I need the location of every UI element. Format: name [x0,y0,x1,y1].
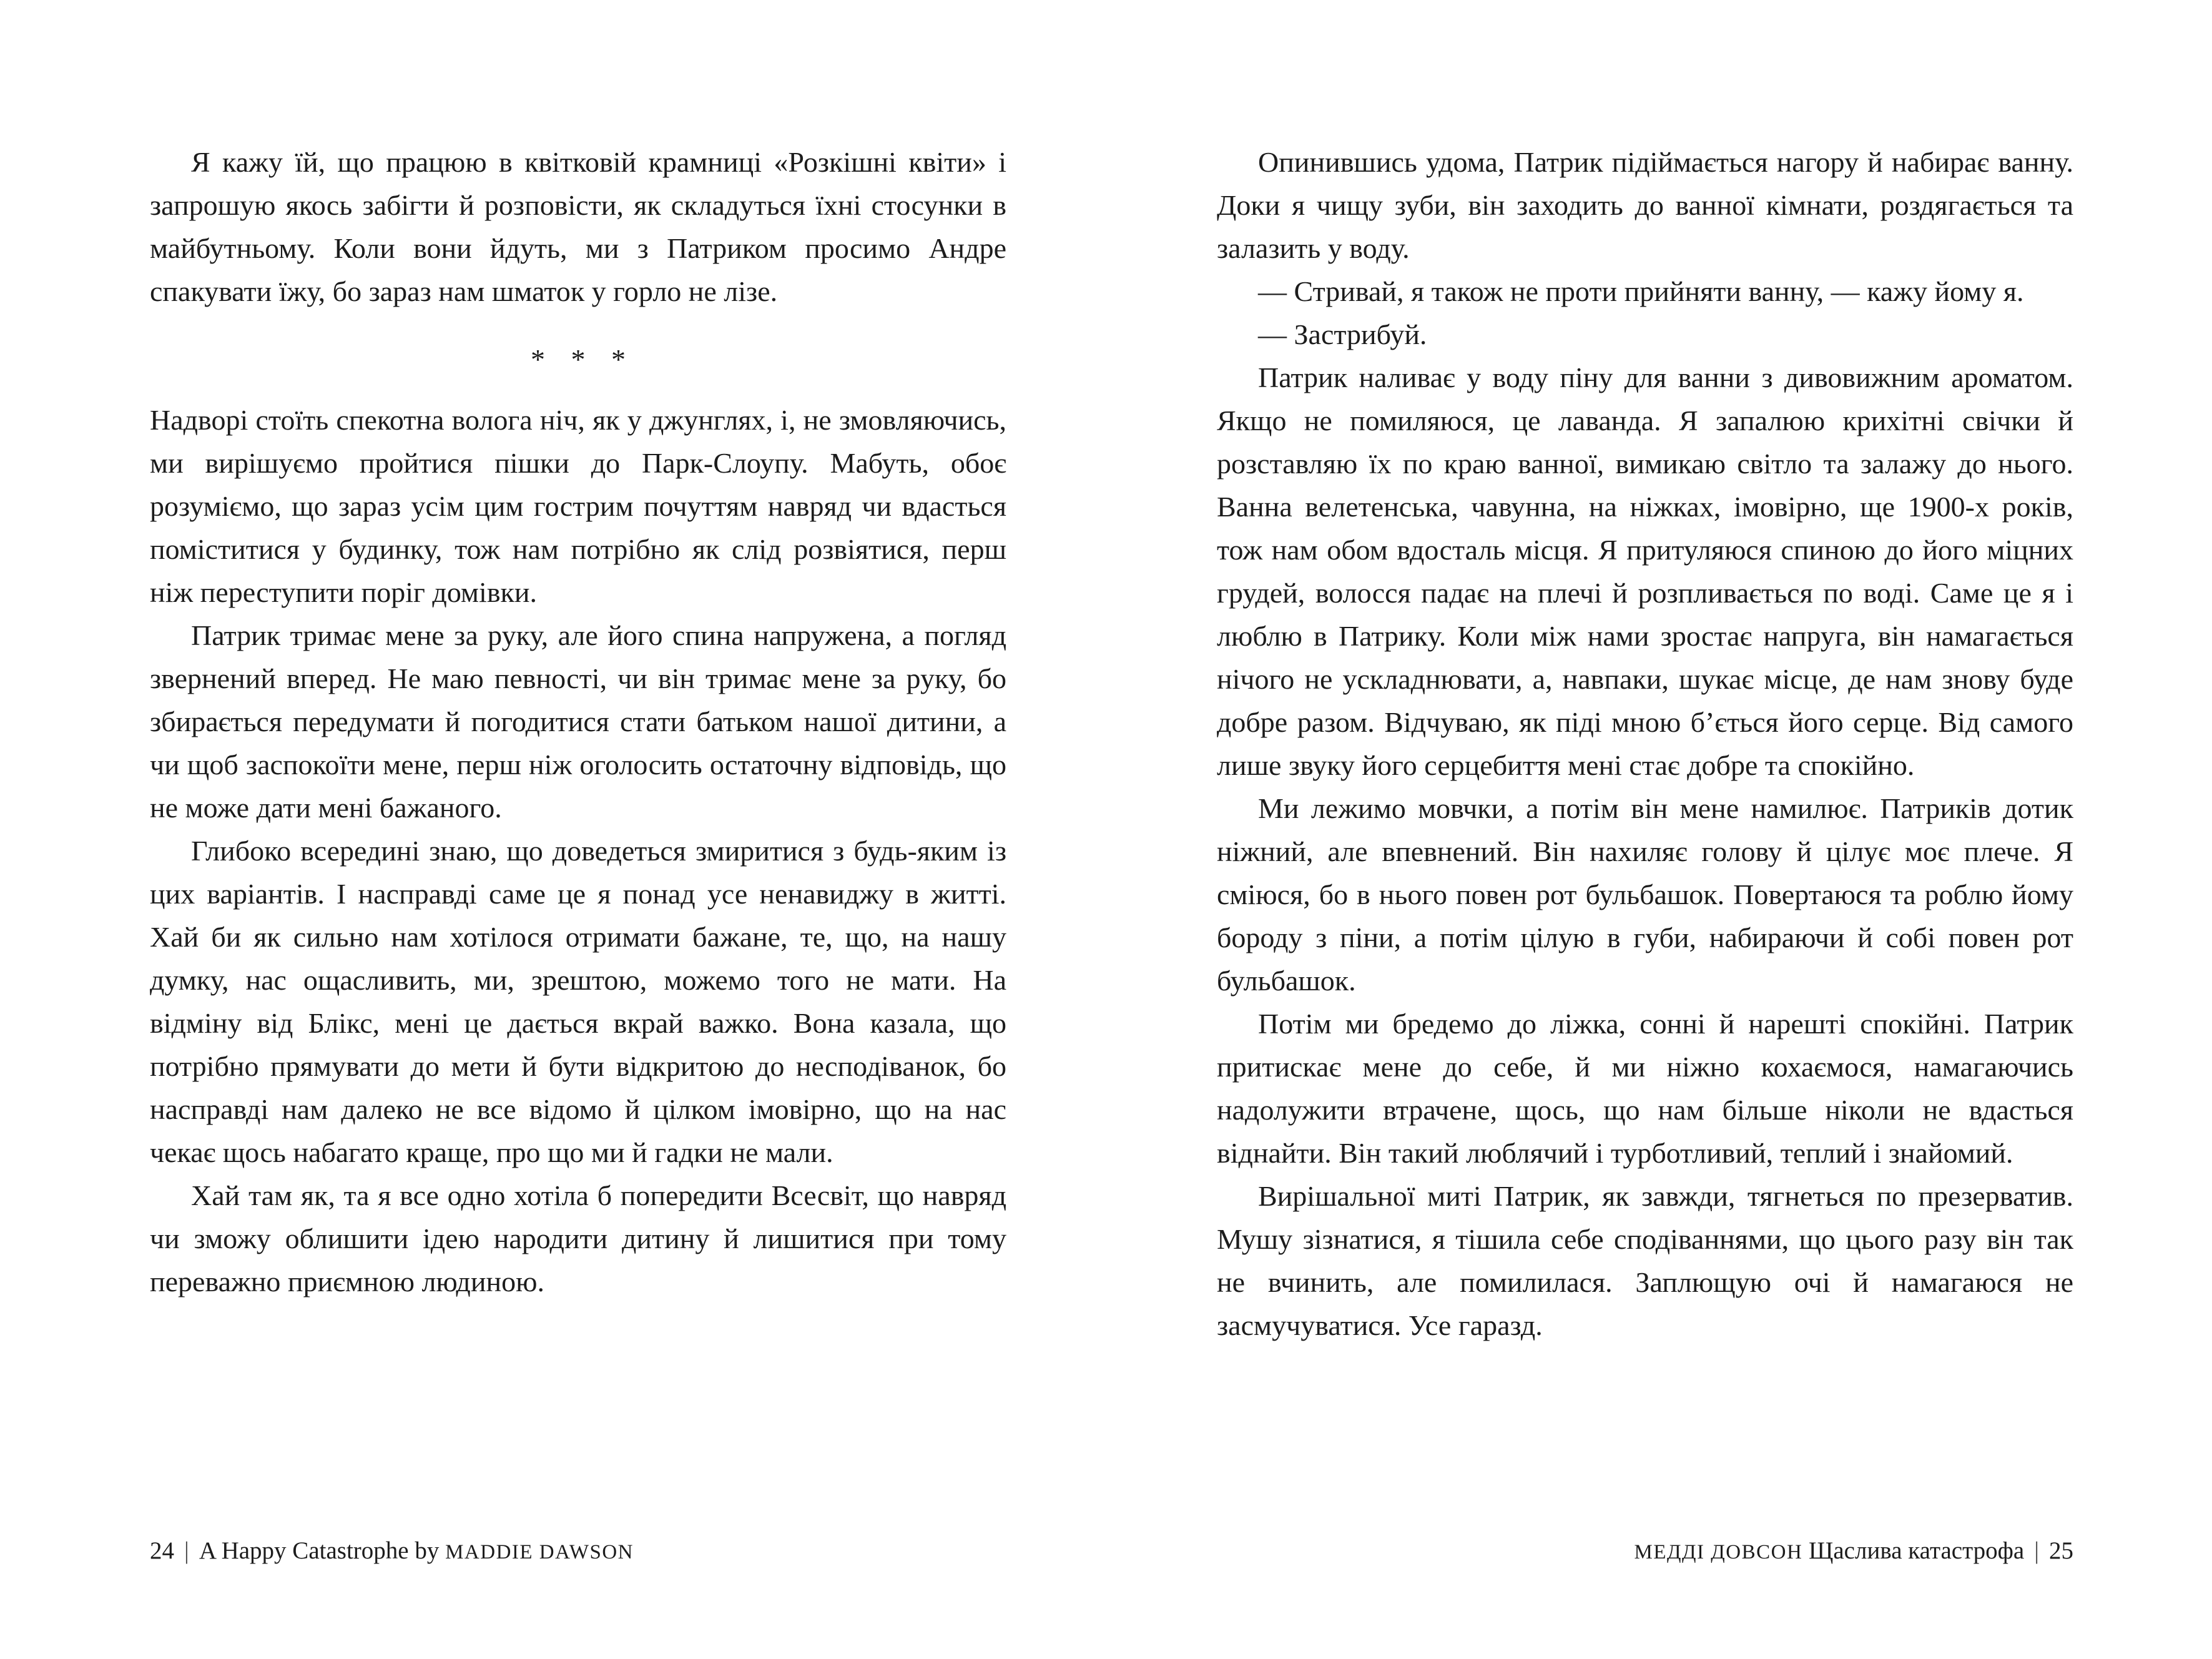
running-title: Щаслива катастрофа [1809,1537,2025,1564]
paragraph: — Стривай, я також не проти прийняти ванну, — кажу йому я. [1258,275,2024,307]
left-page-text [150,140,1006,1303]
left-page-footer [150,1536,634,1567]
footer-author: МЕДДІ ДОВСОН [1634,1541,1803,1563]
paragraph: Опинившись удома, Патрик підіймається нагору й набирає ванну. Доки я чищу зуби, він заходить до ванної кімнати, роздягається та залазить у воду. [1217,146,2073,264]
footer-by: by [415,1537,440,1564]
paragraph: — Застрибуй. [1258,318,1427,350]
page-number: 24 [150,1537,174,1564]
paragraph: Патрик наливає у воду піну для ванни з дивовижним ароматом. Якщо не помиляюся, це лаванда. Я запалюю крихітні свічки й розставляю їх по краю ванної, вимикаю світло та залажу до нього. Ванна велетенська, чавунна, на ніжках, імовірно, ще 1900-х років, тож нам обом вдосталь місця. Я притуляюся спиною до його міцних грудей, волосся падає на плечі й розпливається по воді. Саме це я і люблю в Патрику. Коли між нами зростає напруга, він намагається нічого не ускладнювати, а, навпаки, шукає місце, де нам знову буде добре разом. Відчуваю, як піді мною б’ється його серце. Від самого лише звуку його серцебиття мені стає добре та спокійно. [1217,362,2073,781]
paragraph: Хай там як, та я все одно хотіла б попередити Всесвіт, що навряд чи зможу облишити ідею народити дитину й лишитися при тому переважно приємною людиною. [150,1179,1006,1297]
right-page-text [1217,140,2073,1347]
paragraph: Патрик тримає мене за руку, але його спина напружена, а погляд звернений вперед. Не маю певності, чи він тримає мене за руку, бо збирається передумати й погодитися стати батьком нашої дитини, а чи щоб заспокоїти мене, перш ніж оголосить остаточну відповідь, що не може дати мені бажаного. [150,619,1006,824]
paragraph: Ми лежимо мовчки, а потім він мене намилює. Патриків дотик ніжний, але впевнений. Він нахиляє голову й цілує моє плече. Я сміюся, бо в нього повен рот бульбашок. Повертаюся та роблю йому бороду з піни, а потім цілую в губи, набираючи й собі повен рот бульбашок. [1217,792,2073,997]
paragraph: Потім ми бредемо до ліжка, сонні й нарешті спокійні. Патрик притискає мене до себе, й ми ніжно кохаємося, намагаючись надолужити втрачене, щось, що нам більше ніколи не вдасться віднайти. Він такий люблячий і турботливий, теплий і знайомий. [1217,1008,2073,1169]
footer-author: MADDIE DAWSON [445,1541,634,1563]
paragraph: Глибоко всередині знаю, що доведеться змиритися з будь-яким із цих варіантів. І насправді саме це я понад усе ненавиджу в житті. Хай би як сильно нам хотілося отримати бажане, те, що, на нашу думку, нас ощасливить, ми, зрештою, можемо того не мати. На відміну від Блікс, мені це дається вкрай важко. Вона казала, що потрібно прямувати до мети й бути відкритою до несподіванок, бо насправді нам далеко не все відомо й цілком імовірно, що на нас чекає щось набагато краще, про що ми й гадки не мали. [150,835,1006,1168]
footer-divider: | [184,1537,189,1564]
footer-divider: | [2034,1537,2039,1564]
paragraph: Надворі стоїть спекотна волога ніч, як у джунглях, і, не змовляючись, ми вирішуємо пройтися пішки до Парк-Слоупу. Мабуть, обоє розуміємо, що зараз усім цим гострим почуттям навряд чи вдасться поміститися у будинку, тож нам потрібно як слід розвіятися, перш ніж переступити поріг домівки. [150,404,1006,608]
paragraph: Вирішальної миті Патрик, як завжди, тягнеться по презерватив. Мушу зізнатися, я тішила себе сподіваннями, що цього разу він так не вчинить, але помилилася. Заплющую очі й намагаюся не засмучуватися. Усе гаразд. [1217,1180,2073,1341]
page-number: 25 [2049,1537,2073,1564]
paragraph: Я кажу їй, що працюю в квітковій крамниці «Розкішні квіти» і запрошую якось забігти й розповісти, як складуться їхні стосунки в майбутньому. Коли вони йдуть, ми з Патриком просимо Андре спакувати їжу, бо зараз нам шматок у горло не лізе. [150,146,1006,307]
right-page [1106,0,2211,1659]
right-page-footer [1634,1536,2073,1567]
running-title: A Happy Catastrophe [199,1537,409,1564]
section-separator: * * * [531,343,626,375]
